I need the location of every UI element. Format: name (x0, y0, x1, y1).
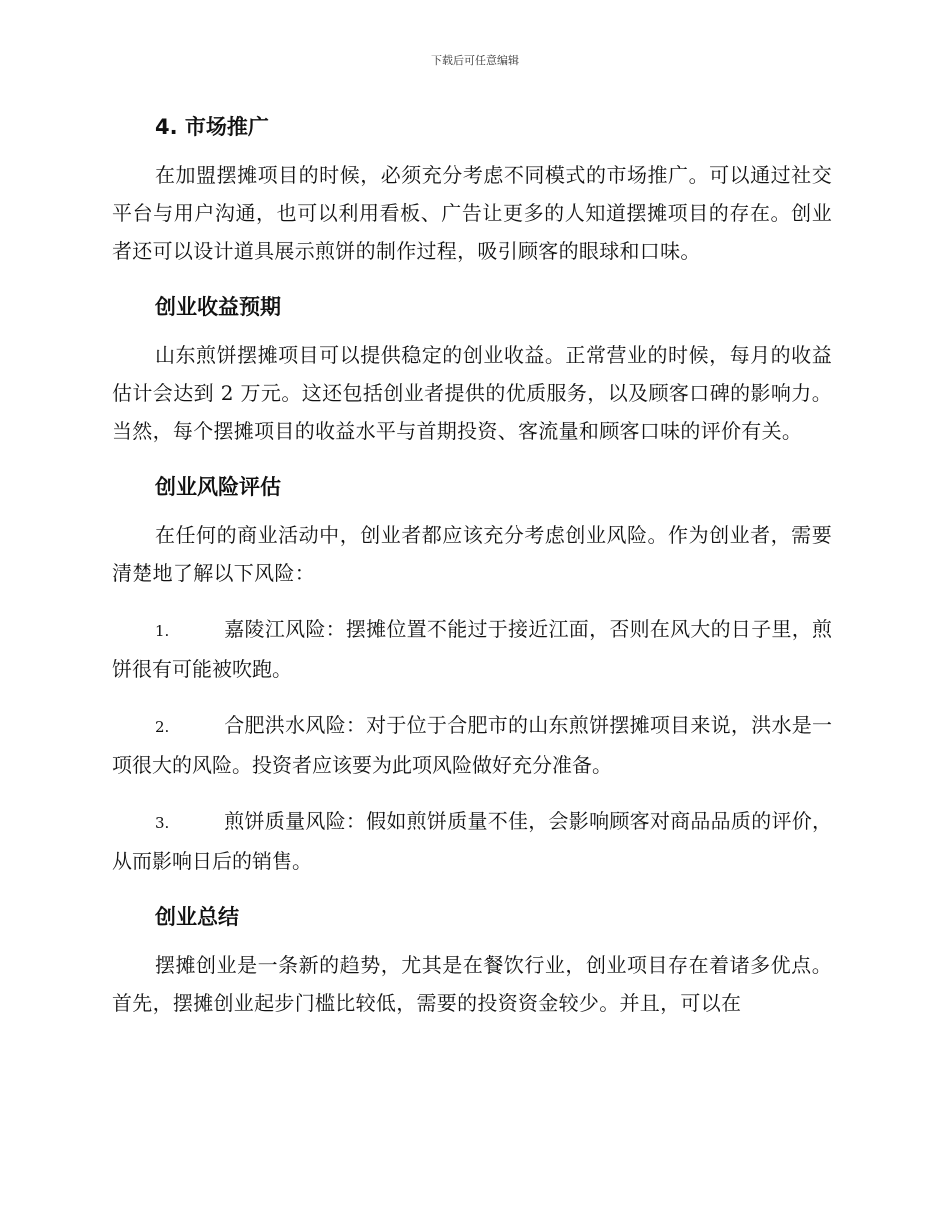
paragraph: 摆摊创业是一条新的趋势，尤其是在餐饮行业，创业项目存在着诸多优点。首先，摆摊创业起步门槛比较低，需要的投资资金较少。并且，可以在 (112, 953, 832, 1015)
list-item-number: 3. (155, 814, 170, 832)
list-item (112, 802, 832, 880)
section-heading-summary: 创业总结 (155, 905, 239, 929)
list-item-number: 1. (155, 622, 170, 640)
section-heading-expected-income: 创业收益预期 (155, 295, 281, 319)
list-item (112, 610, 832, 688)
list-item-number: 2. (155, 718, 170, 736)
paragraph: 在任何的商业活动中，创业者都应该充分考虑创业风险。作为创业者，需要清楚地了解以下风险： (112, 523, 832, 585)
section-heading-market-promotion: 4. 市场推广 (155, 115, 269, 139)
list-item-text: 煎饼质量风险：假如煎饼质量不佳，会影响顾客对商品品质的评价，从而影响日后的销售。 (112, 809, 832, 873)
paragraph: 山东煎饼摆摊项目可以提供稳定的创业收益。正常营业的时候，每月的收益估计会达到 2 万元。这还包括创业者提供的优质服务，以及顾客口碑的影响力。当然，每个摆摊项目的收益水平与首期投资、客流量和顾客口味的评价有关。 (112, 343, 832, 443)
document-body (112, 108, 832, 1040)
list-item-text: 合肥洪水风险：对于位于合肥市的山东煎饼摆摊项目来说，洪水是一项很大的风险。投资者应该要为此项风险做好充分准备。 (112, 713, 832, 777)
list-item (112, 706, 832, 784)
section-heading-risk-assessment: 创业风险评估 (155, 475, 281, 499)
paragraph: 在加盟摆摊项目的时候，必须充分考虑不同模式的市场推广。可以通过社交平台与用户沟通，也可以利用看板、广告让更多的人知道摆摊项目的存在。创业者还可以设计道具展示煎饼的制作过程，吸引顾客的眼球和口味。 (112, 163, 832, 263)
page-header: 下载后可任意编辑 (431, 54, 519, 67)
list-item-text: 嘉陵江风险：摆摊位置不能过于接近江面，否则在风大的日子里，煎饼很有可能被吹跑。 (112, 617, 832, 681)
